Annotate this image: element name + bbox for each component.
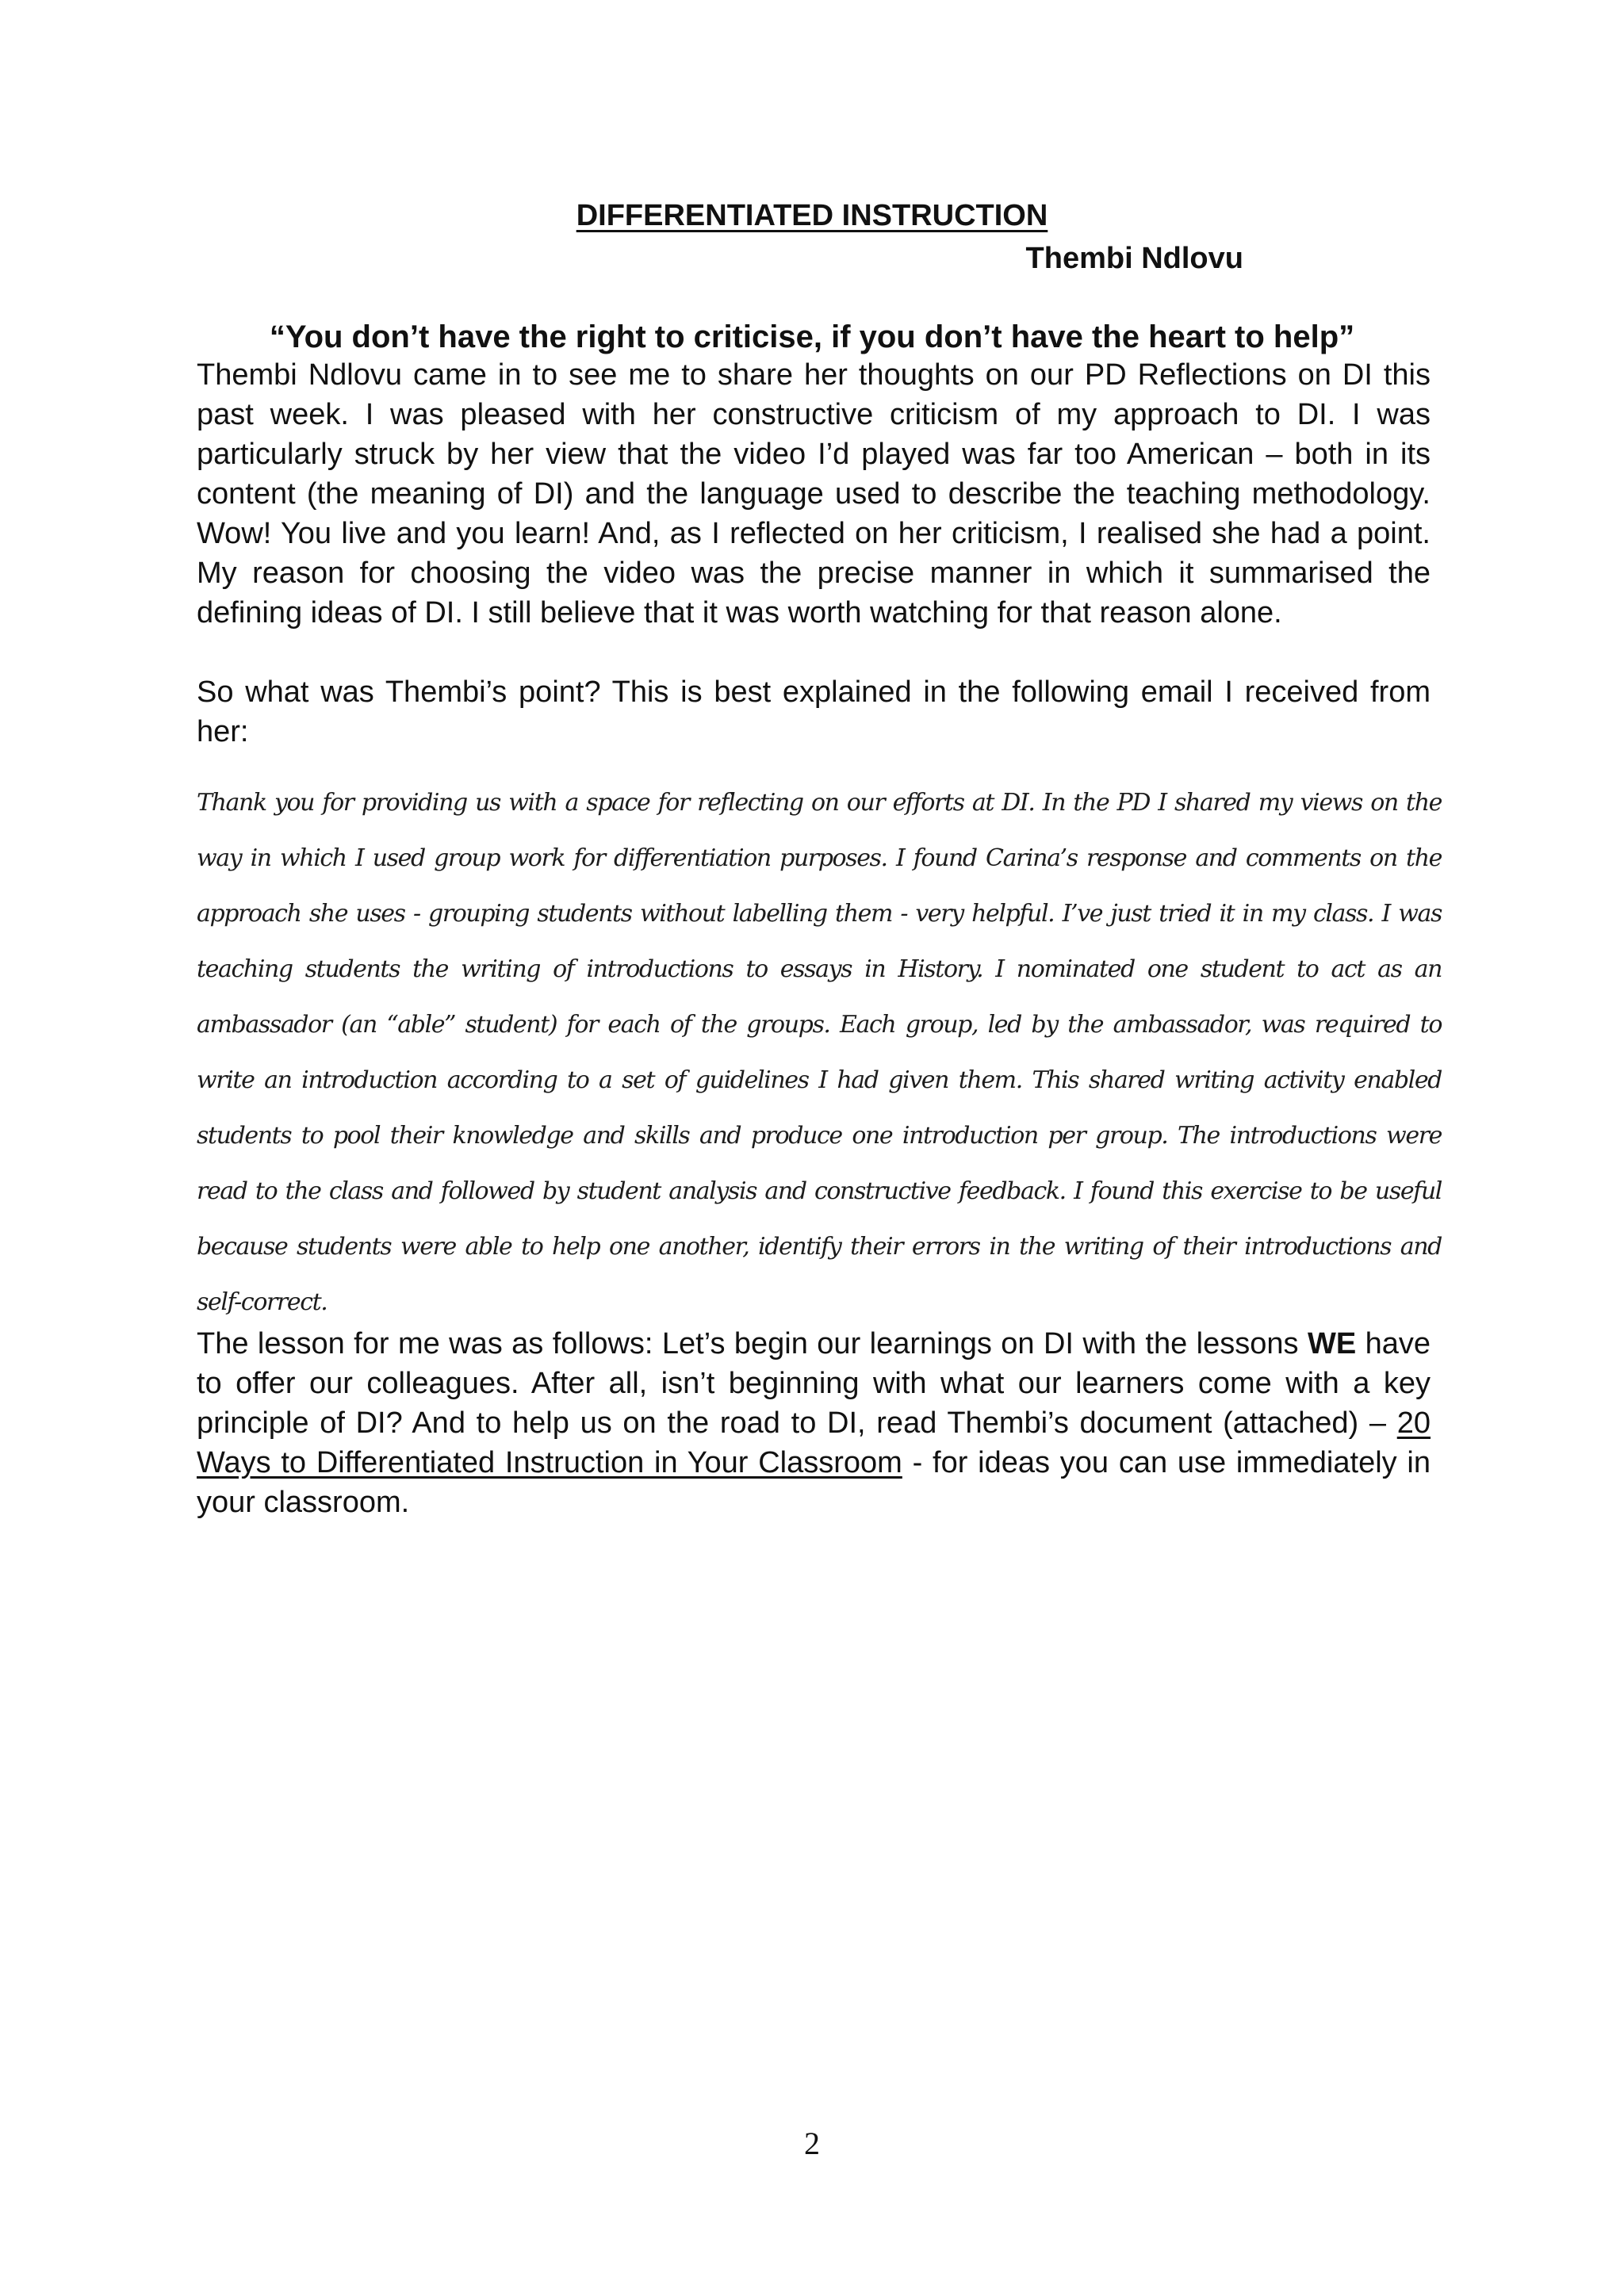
intro-paragraph: Thembi Ndlovu came in to see me to share her thoughts on our PD Reflections on DI this past week. I was pleased with her constructive criticism of my approach to DI. I was particularly struck by her view that the video I’d played was far too American – both in its content (the meaning of DI) and the language used to describe the teaching methodology. Wow! You live and you learn! And, as I reflected on her criticism, I realised she had a point. My reason for choosing the video was the precise manner in which it summarised the defining ideas of DI. I still believe that it was worth watching for that reason alone.: [197, 358, 1431, 629]
attached-document-link[interactable]: 20 Ways to Differentiated Instruction in Your Classroom: [197, 1406, 1431, 1479]
opening-quote: “You don’t have the right to criticise, if you don’t have the heart to help”: [269, 320, 1355, 354]
author-name: Thembi Ndlovu: [1025, 242, 1243, 275]
email-intro-paragraph: So what was Thembi’s point? This is best explained in the following email I received from her:: [197, 675, 1431, 748]
conclusion-text-middle: have to offer our colleagues. After all, isn’t beginning with what our learners come with a key principle of DI? And to help us on the road to DI, read Thembi’s document (attached) –: [197, 1327, 1431, 1440]
conclusion-text-start: The lesson for me was as follows: Let’s begin our learnings on DI with the lessons: [197, 1327, 1308, 1360]
quoted-email: Thank you for providing us with a space for reflecting on our efforts at DI. In the PD I shared my views on the way in which I used group work for differentiation purposes. I found Carina’s response and comments on the approach she uses - grouping students without labelling them - very helpful. I’ve just tried it in my class. I was teaching students the writing of introductions to essays in History. I nominated one student to act as an ambassador (an “able” student) for each of the groups. Each group, led by the ambassador, was required to write an introduction according to a set of guidelines I had given them. This shared writing activity enabled students to pool their knowledge and skills and produce one introduction per group. The introductions were read to the class and followed by student analysis and constructive feedback. I found this exercise to be useful because students were able to help one another, identify their errors in the writing of their introductions and self-correct.: [197, 789, 1442, 1316]
conclusion-text-end: - for ideas you can use immediately in your classroom.: [197, 1446, 1431, 1519]
document-title: [0, 197, 1624, 235]
document-title-text: DIFFERENTIATED INSTRUCTION: [576, 199, 1048, 232]
emphasis-we: WE: [1307, 1327, 1357, 1360]
conclusion-paragraph: [197, 1324, 1431, 1522]
page-number: 2: [804, 2126, 820, 2161]
